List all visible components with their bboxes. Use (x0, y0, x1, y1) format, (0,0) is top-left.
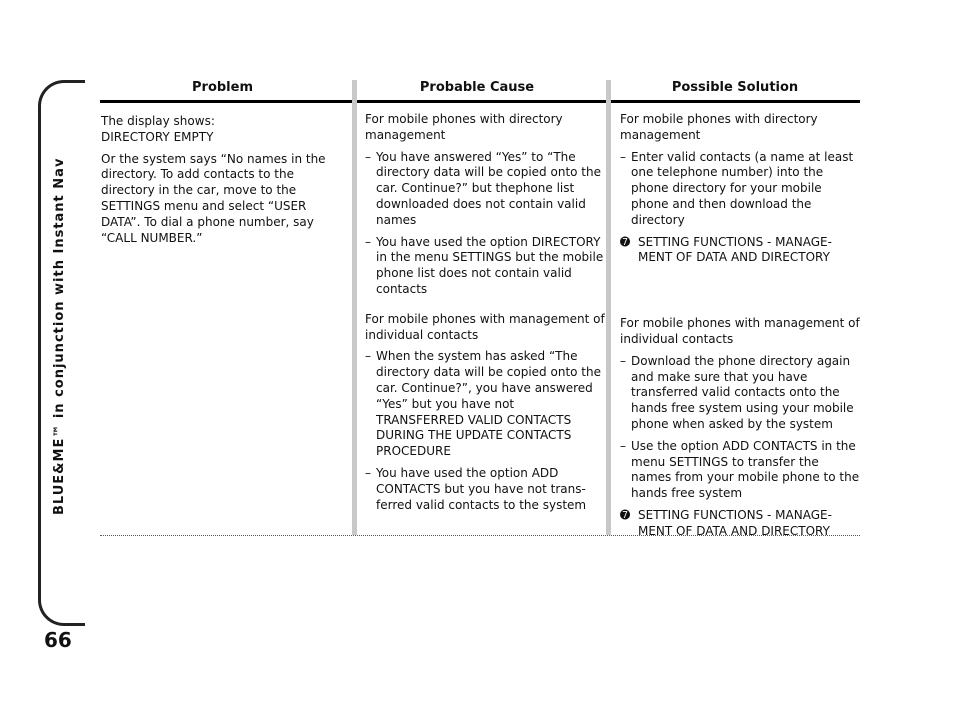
page-number: 66 (44, 628, 72, 652)
side-section-label: BLUE&ME™ in conjunction with Instant Nav (52, 157, 67, 515)
problem-display-text (101, 114, 341, 146)
list-item: – Enter valid contacts (a name at least one telephone number) into the phone directory for your mobile phone and then download the directory (620, 149, 854, 227)
dash-glyph: – (365, 349, 371, 364)
solution-group-2-title: For mobile phones with management of individual contacts (620, 316, 860, 346)
solution-reference-1: ➐ SETTING FUNCTIONS - MANAGE-MENT OF DATA AND DIRECTORY (620, 234, 832, 265)
arrow-right-icon: ➐ (620, 234, 631, 249)
column-header-possible-solution: Possible Solution (671, 80, 799, 95)
list-item: – You have used the option ADD CONTACTS but you have not trans-ferred valid contacts to the system (365, 465, 587, 512)
cause-group-2-title: For mobile phones with management of individual contacts (365, 311, 605, 342)
list-item: – You have used the option DIRECTORY in the menu SETTINGS but the mobile phone list does not contain valid contacts (365, 234, 604, 296)
dash-glyph: – (620, 353, 626, 368)
dash-glyph: – (365, 149, 371, 164)
list-item: – Use the option ADD CONTACTS in the menu SETTINGS to transfer the names from your mobile phone to the hands free system (620, 438, 860, 501)
problem-line-2: DIRECTORY EMPTY (101, 129, 214, 144)
cause-column (365, 112, 605, 519)
header-rule (100, 100, 860, 103)
dash-glyph: – (365, 465, 371, 480)
list-item: – Download the phone directory again and make sure that you have transferred valid contacts onto the hands free system using your mobile phone when asked by the system (620, 353, 854, 431)
arrow-right-icon: ➐ (620, 507, 631, 522)
column-divider-2 (606, 80, 611, 535)
list-item: – When the system has asked “The directory data will be copied onto the car. Continue?”, you have answered “Yes” but you have not TRANSFERRED VALID CONTACTS DURING THE UPDATE CONTACTS PROCEDURE (365, 349, 601, 459)
solution-group-1-title: For mobile phones with directory management (620, 112, 818, 142)
solution-column (620, 112, 860, 546)
solution-group-1-list (620, 150, 860, 229)
cause-group-2-list (365, 349, 605, 513)
dash-glyph: – (620, 149, 626, 164)
dash-glyph: – (620, 438, 626, 453)
solution-group-2-list (620, 354, 860, 502)
problem-voice-text: Or the system says “No names in the directory. To add contacts to the directory in the car, move to the SETTINGS menu and select “USER DATA”. To dial a phone number, say “CALL NUMBER.” (101, 151, 326, 245)
problem-column (101, 114, 341, 252)
column-header-probable-cause: Probable Cause (419, 80, 535, 95)
cause-group-1-title: For mobile phones with directory management (365, 112, 563, 142)
problem-line-1: The display shows: (101, 114, 215, 128)
cause-group-1-list (365, 150, 605, 298)
list-item: – You have answered “Yes” to “The directory data will be copied onto the car. Continue?” but thephone list downloaded does not contain valid names (365, 149, 601, 227)
solution-reference-2: ➐ SETTING FUNCTIONS - MANAGE-MENT OF DATA AND DIRECTORY (620, 507, 832, 538)
column-header-problem: Problem (192, 80, 253, 95)
dash-glyph: – (365, 234, 371, 249)
column-divider-1 (352, 80, 357, 535)
